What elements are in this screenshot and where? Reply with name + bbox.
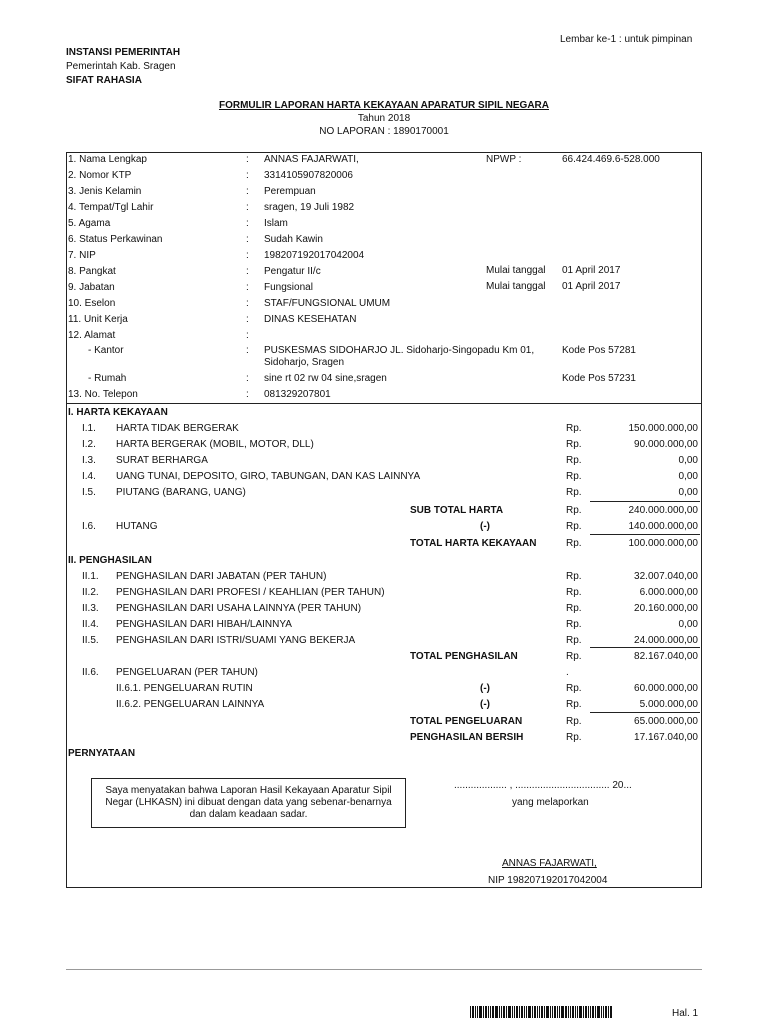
hutang-amount: 140.000.000,00 [628,521,698,532]
identity-colon: : [246,298,249,309]
harta-row-amount: 0,00 [678,487,698,498]
harta-row-no: I.4. [82,471,96,482]
total-pengeluaran-amount: 65.000.000,00 [634,716,698,727]
telepon-colon: : [246,389,249,400]
total-harta-rp: Rp. [566,538,582,549]
signature-caption: yang melaporkan [512,797,589,808]
harta-row-label: UANG TUNAI, DEPOSITO, GIRO, TABUNGAN, DAN KAS LAINNYA [116,471,421,482]
penghasilan-row-label: PENGHASILAN DARI PROFESI / KEAHLIAN (PER TAHUN) [116,587,385,598]
hutang-label: HUTANG [116,521,158,532]
lainnya-amount: 5.000.000,00 [639,699,698,710]
penghasilan-row-no: II.4. [82,619,99,630]
harta-row-no: I.1. [82,423,96,434]
total-pengeluaran-rule [590,712,700,713]
footer-rule [66,969,702,970]
rumah-label: - Rumah [88,373,127,384]
identity-value: Islam [264,218,288,229]
identity-value: Pengatur II/c [264,266,321,277]
statement-line2: Negar (LHKASN) ini dibuat dengan data yang sebenar-benarnya [105,797,392,808]
identity-colon: : [246,234,249,245]
identity-colon: : [246,266,249,277]
hutang-rp: Rp. [566,521,582,532]
harta-row-label: HARTA BERGERAK (MOBIL, MOTOR, DLL) [116,439,314,450]
sheet-label: Lembar ke-1 : untuk pimpinan [560,34,693,45]
section-divider [66,403,702,404]
penghasilan-row-no: II.1. [82,571,99,582]
penghasilan-row-no: II.5. [82,635,99,646]
instansi-label: INSTANSI PEMERINTAH [66,47,181,58]
harta-row-rp: Rp. [566,487,582,498]
penghasilan-row-label: PENGHASILAN DARI ISTRI/SUAMI YANG BEKERJA [116,635,356,646]
penghasilan-row-rp: Rp. [566,603,582,614]
identity-colon: : [246,218,249,229]
penghasilan-row-rp: Rp. [566,587,582,598]
identity-label: 12. Alamat [68,330,116,341]
pangkat-mulai-value: 01 April 2017 [562,265,621,276]
kantor-kodepos: Kode Pos 57281 [562,345,636,356]
identity-label: 3. Jenis Kelamin [68,186,142,197]
bersih-label: PENGHASILAN BERSIH [410,732,524,743]
statement-line1: Saya menyatakan bahwa Laporan Hasil Kekayaan Aparatur Sipil [105,785,392,796]
harta-row-label: PIUTANG (BARANG, UANG) [116,487,246,498]
harta-heading: I. HARTA KEKAYAAN [68,407,168,418]
rumah-address: sine rt 02 rw 04 sine,sragen [264,373,387,384]
total-harta-amount: 100.000.000,00 [628,538,698,549]
identity-label: 1. Nama Lengkap [68,154,147,165]
pengeluaran-no: II.6. [82,667,99,678]
total-penghasilan-rule [590,647,700,648]
lainnya-label: II.6.2. PENGELUARAN LAINNYA [116,699,265,710]
telepon-label: 13. No. Telepon [68,389,138,400]
kantor-address-line1: PUSKESMAS SIDOHARJO JL. Sidoharjo-Singopadu Km 01, [264,345,535,356]
identity-colon: : [246,314,249,325]
identity-colon: : [246,154,249,165]
identity-label: 5. Agama [68,218,111,229]
kantor-colon: : [246,345,249,356]
rutin-amount: 60.000.000,00 [634,683,698,694]
page-number: Hal. 1 [672,1008,699,1019]
penghasilan-row-label: PENGHASILAN DARI HIBAH/LAINNYA [116,619,292,630]
total-pengeluaran-rp: Rp. [566,716,582,727]
identity-label: 9. Jabatan [68,282,115,293]
subtotal-amount: 240.000.000,00 [628,505,698,516]
harta-row-amount: 150.000.000,00 [628,423,698,434]
signer-nip: NIP 198207192017042004 [488,875,608,886]
penghasilan-row-no: II.2. [82,587,99,598]
identity-label: 2. Nomor KTP [68,170,132,181]
penghasilan-heading: II. PENGHASILAN [68,555,152,566]
harta-row-rp: Rp. [566,455,582,466]
report-number: NO LAPORAN : 1890170001 [319,126,449,137]
kantor-address-line2: Sidoharjo, Sragen [264,357,345,368]
identity-label: 8. Pangkat [68,266,116,277]
rumah-kodepos: Kode Pos 57231 [562,373,636,384]
identity-value: DINAS KESEHATAN [264,314,357,325]
penghasilan-row-label: PENGHASILAN DARI JABATAN (PER TAHUN) [116,571,327,582]
identity-label: 7. NIP [68,250,96,261]
statement-line3: dan dalam keadaan sadar. [189,809,308,820]
identity-colon: : [246,202,249,213]
total-harta-rule [590,534,700,535]
identity-colon: : [246,330,249,341]
penghasilan-row-rp: Rp. [566,571,582,582]
kantor-label: - Kantor [88,345,124,356]
total-pengeluaran-label: TOTAL PENGELUARAN [410,716,523,727]
harta-row-amount: 0,00 [678,455,698,466]
hutang-minus: (-) [480,521,490,532]
penghasilan-row-label: PENGHASILAN DARI USAHA LAINNYA (PER TAHUN) [116,603,362,614]
signature-date-line: ................... , .................................. 20... [454,780,632,791]
barcode-icon [470,1006,660,1018]
sifat-label: SIFAT RAHASIA [66,75,142,86]
rutin-minus: (-) [480,683,490,694]
npwp-label: NPWP : [486,154,522,165]
harta-row-no: I.5. [82,487,96,498]
rumah-colon: : [246,373,249,384]
identity-value: Perempuan [264,186,316,197]
identity-label: 6. Status Perkawinan [68,234,163,245]
identity-value: Fungsional [264,282,313,293]
total-penghasilan-label: TOTAL PENGHASILAN [410,651,518,662]
penghasilan-row-amount: 24.000.000,00 [634,635,698,646]
identity-label: 10. Eselon [68,298,116,309]
bersih-amount: 17.167.040,00 [634,732,698,743]
penghasilan-row-rp: Rp. [566,619,582,630]
identity-value: 198207192017042004 [264,250,365,261]
identity-colon: : [246,250,249,261]
rutin-rp: Rp. [566,683,582,694]
harta-row-amount: 90.000.000,00 [634,439,698,450]
hutang-no: I.6. [82,521,96,532]
telepon-value: 081329207801 [264,389,331,400]
lainnya-rp: Rp. [566,699,582,710]
harta-row-label: SURAT BERHARGA [116,455,208,466]
harta-row-no: I.3. [82,455,96,466]
penghasilan-row-amount: 32.007.040,00 [634,571,698,582]
jabatan-mulai-label: Mulai tanggal [486,281,546,292]
penghasilan-row-amount: 20.160.000,00 [634,603,698,614]
pengeluaran-dot: . [566,667,569,678]
subtotal-rule [590,501,700,502]
identity-value: STAF/FUNGSIONAL UMUM [264,298,391,309]
identity-value: ANNAS FAJARWATI, [264,154,359,165]
total-penghasilan-rp: Rp. [566,651,582,662]
identity-colon: : [246,170,249,181]
penghasilan-row-amount: 6.000.000,00 [639,587,698,598]
lainnya-minus: (-) [480,699,490,710]
pemerintah-label: Pemerintah Kab. Sragen [66,61,176,72]
npwp-value: 66.424.469.6-528.000 [562,154,660,165]
harta-row-label: HARTA TIDAK BERGERAK [116,423,239,434]
harta-row-rp: Rp. [566,471,582,482]
harta-row-no: I.2. [82,439,96,450]
pernyataan-heading: PERNYATAAN [68,748,136,759]
harta-row-amount: 0,00 [678,471,698,482]
total-penghasilan-amount: 82.167.040,00 [634,651,698,662]
signer-name: ANNAS FAJARWATI, [502,858,597,869]
identity-value: 3314105907820006 [264,170,353,181]
penghasilan-row-amount: 0,00 [678,619,698,630]
total-harta-label: TOTAL HARTA KEKAYAAN [410,538,537,549]
penghasilan-row-rp: Rp. [566,635,582,646]
identity-value: sragen, 19 Juli 1982 [264,202,355,213]
identity-value: Sudah Kawin [264,234,323,245]
form-year: Tahun 2018 [357,113,411,124]
harta-row-rp: Rp. [566,439,582,450]
identity-colon: : [246,282,249,293]
pengeluaran-label: PENGELUARAN (PER TAHUN) [116,667,258,678]
jabatan-mulai-value: 01 April 2017 [562,281,621,292]
bersih-rp: Rp. [566,732,582,743]
identity-label: 11. Unit Kerja [68,314,128,325]
penghasilan-row-no: II.3. [82,603,99,614]
form-title: FORMULIR LAPORAN HARTA KEKAYAAN APARATUR SIPIL NEGARA [218,100,549,111]
subtotal-label: SUB TOTAL HARTA [410,505,504,516]
identity-label: 4. Tempat/Tgl Lahir [68,202,154,213]
pangkat-mulai-label: Mulai tanggal [486,265,546,276]
identity-colon: : [246,186,249,197]
subtotal-rp: Rp. [566,505,582,516]
harta-row-rp: Rp. [566,423,582,434]
rutin-label: II.6.1. PENGELUARAN RUTIN [116,683,253,694]
